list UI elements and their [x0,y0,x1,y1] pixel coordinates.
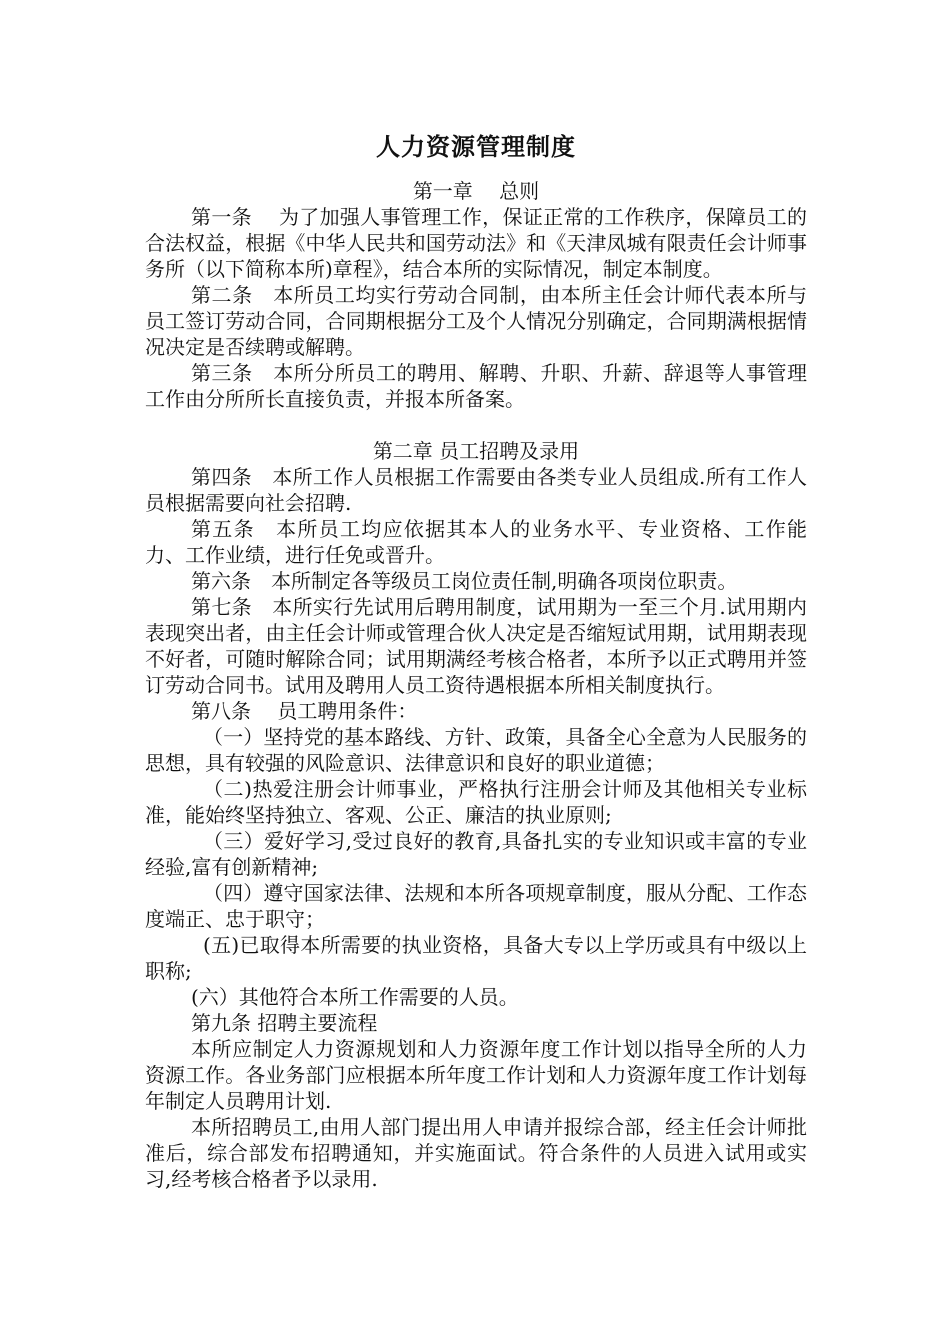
condition-5: (五)已取得本所需要的执业资格，具备大专以上学历或具有中级以上职称; [145,933,807,983]
article-2: 第二条 本所员工均实行劳动合同制，由本所主任会计师代表本所与员工签订劳动合同，合同期根据分工及个人情况分别确定，合同期满根据情况决定是否续聘或解聘。 [145,283,807,359]
paragraph-recruitment: 本所招聘员工,由用人部门提出用人申请并报综合部，经主任会计师批准后，综合部发布招聘通知，并实施面试。符合条件的人员进入试用或实习,经考核合格者予以录用. [145,1115,807,1191]
condition-3: （三）爱好学习,受过良好的教育,具备扎实的专业知识或丰富的专业经验,富有创新精神; [145,829,807,879]
condition-1: （一）坚持党的基本路线、方针、政策，具备全心全意为人民服务的思想，具有较强的风险意识、法律意识和良好的职业道德； [145,725,807,775]
chapter-heading-1: 第一章 总则 [412,179,540,203]
article-4: 第四条 本所工作人员根据工作需要由各类专业人员组成.所有工作人员根据需要向社会招聘. [145,465,807,515]
article-5: 第五条 本所员工均应依据其本人的业务水平、专业资格、工作能力、工作业绩，进行任免或晋升。 [145,517,807,567]
article-3: 第三条 本所分所员工的聘用、解聘、升职、升薪、辞退等人事管理工作由分所所长直接负责，并报本所备案。 [145,361,807,411]
condition-6: (六）其他符合本所工作需要的人员。 [191,985,519,1009]
article-1: 第一条 为了加强人事管理工作，保证正常的工作秩序，保障员工的合法权益，根据《中华人民共和国劳动法》和《天津凤城有限责任会计师事务所（以下简称本所)章程》，结合本所的实际情况，制定本制度。 [145,205,807,281]
document-title: 人力资源管理制度 [376,133,576,161]
article-7: 第七条 本所实行先试用后聘用制度，试用期为一至三个月.试用期内表现突出者，由主任会计师或管理合伙人决定是否缩短试用期，试用期表现不好者，可随时解除合同；试用期满经考核合格者，本所予以正式聘用并签订劳动合同书。试用及聘用人员工资待遇根据本所相关制度执行。 [145,595,807,697]
article-6: 第六条 本所制定各等级员工岗位责任制,明确各项岗位职责。 [191,569,738,593]
chapter-heading-2: 第二章 员工招聘及录用 [372,439,580,463]
article-9: 第九条 招聘主要流程 [191,1011,378,1035]
article-8: 第八条 员工聘用条件： [191,699,418,723]
condition-2: （二)热爱注册会计师事业，严格执行注册会计师及其他相关专业标准，能始终坚持独立、客观、公正、廉洁的执业原则; [145,777,807,827]
condition-4: （四）遵守国家法律、法规和本所各项规章制度，服从分配、工作态度端正、忠于职守； [145,881,807,931]
document-body [145,130,807,1192]
paragraph-planning: 本所应制定人力资源规划和人力资源年度工作计划以指导全所的人力资源工作。各业务部门应根据本所年度工作计划和人力资源年度工作计划每年制定人员聘用计划. [145,1037,807,1113]
